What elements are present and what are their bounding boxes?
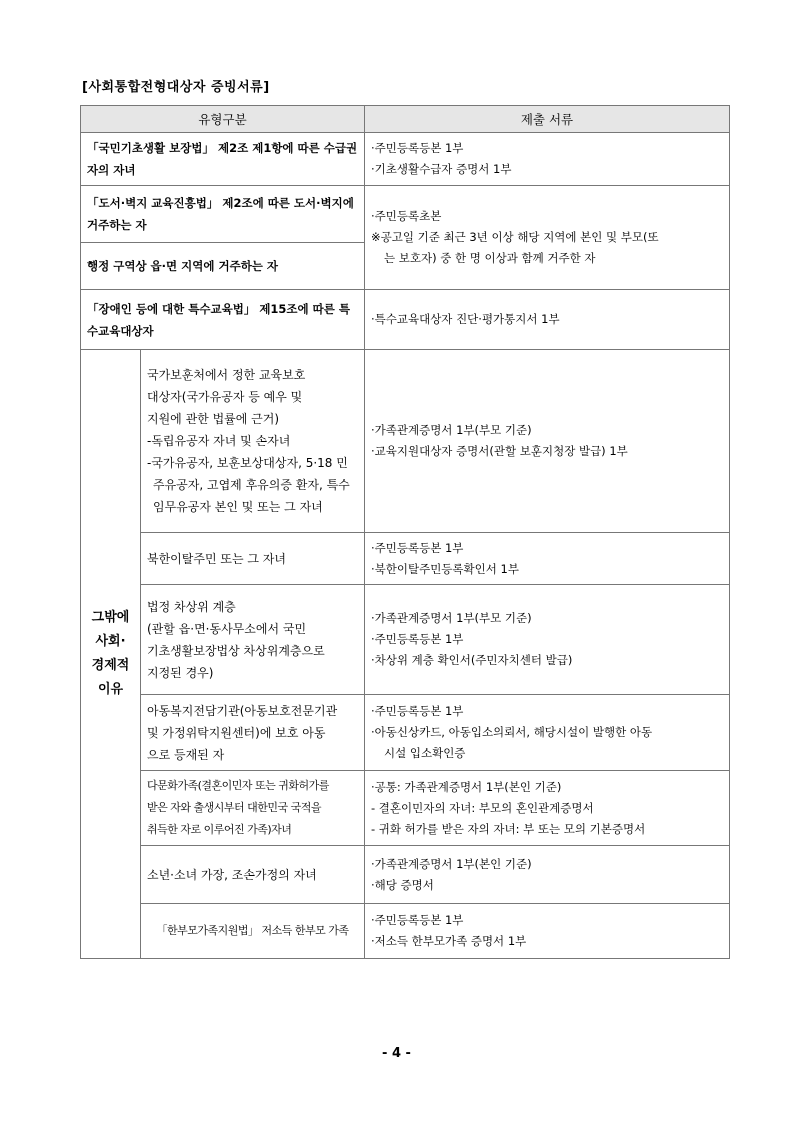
docs-cell bbox=[365, 904, 730, 959]
subcategory-cell bbox=[141, 350, 365, 533]
subcategory-line: 기초생활보장법상 차상위계층으로 bbox=[147, 643, 325, 658]
subcategory-cell bbox=[141, 695, 365, 771]
doc-item: ·주민등록등본 1부 bbox=[371, 632, 464, 646]
doc-item: ·기초생활수급자 증명서 1부 bbox=[371, 162, 512, 176]
table-header-row bbox=[81, 106, 730, 133]
group-label-cell bbox=[81, 350, 141, 959]
header-type: 유형구분 bbox=[81, 106, 365, 133]
subcategory-line: 으로 등재된 자 bbox=[147, 747, 225, 762]
table-row bbox=[81, 533, 730, 585]
subcategory-line: 법정 차상위 계층 bbox=[147, 599, 236, 614]
doc-item: ·가족관계증명서 1부(본인 기준) bbox=[371, 856, 532, 871]
document-title: [사회통합전형대상자 증빙서류] bbox=[82, 80, 270, 95]
doc-item: ·해당 증명서 bbox=[371, 877, 434, 892]
docs-cell bbox=[365, 533, 730, 585]
subcategory-line: 임무유공자 본인 및 또는 그 자녀 bbox=[153, 500, 323, 514]
doc-item: - 결혼이민자의 자녀: 부모의 혼인관계증명서 bbox=[371, 800, 594, 815]
subcategory-cell: 「한부모가족지원법」 저소득 한부모 가족 bbox=[141, 904, 365, 959]
table-row bbox=[81, 771, 730, 846]
doc-item: ·주민등록등본 1부 bbox=[371, 540, 464, 555]
docs-cell bbox=[365, 585, 730, 695]
doc-item: ·저소득 한부모가족 증명서 1부 bbox=[371, 934, 527, 948]
subcategory-line: 받은 자와 출생시부터 대한민국 국적을 bbox=[147, 801, 322, 814]
page-number: - 4 - bbox=[382, 1046, 411, 1061]
header-docs: 제출 서류 bbox=[365, 106, 730, 133]
doc-item: ·가족관계증명서 1부(부모 기준) bbox=[371, 423, 532, 437]
table-row bbox=[81, 133, 730, 186]
subcategory-line: 대상자(국가유공자 등 예우 및 bbox=[147, 390, 303, 404]
table-row bbox=[81, 695, 730, 771]
table-row bbox=[81, 350, 730, 533]
docs-cell bbox=[365, 350, 730, 533]
doc-note-cont: 는 보호자) 중 한 명 이상과 함께 거주한 자 bbox=[384, 251, 596, 265]
docs-cell bbox=[365, 290, 730, 350]
subcategory-line: 아동복지전담기관(아동보호전문기관 bbox=[147, 703, 338, 718]
docs-cell bbox=[365, 695, 730, 771]
group-label-line: 그밖에 bbox=[91, 610, 130, 625]
group-label-line: 이유 bbox=[97, 682, 124, 697]
category-cell: 행정 구역상 읍·면 지역에 거주하는 자 bbox=[81, 243, 365, 290]
group-label-line: 사회· bbox=[95, 634, 126, 649]
subcategory-line: -독립유공자 자녀 및 손자녀 bbox=[147, 434, 291, 448]
table-row bbox=[81, 846, 730, 904]
doc-item: ·북한이탈주민등록확인서 1부 bbox=[371, 561, 519, 576]
doc-item: ·주민등록초본 bbox=[371, 209, 442, 223]
doc-item: ·주민등록등본 1부 bbox=[371, 704, 464, 718]
doc-item: - 귀화 허가를 받은 자의 자녀: 부 또는 모의 기본증명서 bbox=[371, 821, 646, 836]
subcategory-line: 국가보훈처에서 정한 교육보호 bbox=[147, 368, 306, 382]
doc-item: ·차상위 계층 확인서(주민자치센터 발급) bbox=[371, 653, 573, 667]
doc-note: ※공고일 기준 최근 3년 이상 해당 지역에 본인 및 부모(또 bbox=[371, 230, 659, 244]
table-row bbox=[81, 585, 730, 695]
table-row bbox=[81, 186, 730, 243]
subcategory-line: (관할 읍·면·동사무소에서 국민 bbox=[147, 621, 307, 636]
group-label-line: 경제적 bbox=[91, 658, 130, 673]
subcategory-line: -국가유공자, 보훈보상대상자, 5·18 민 bbox=[147, 456, 348, 470]
subcategory-cell bbox=[141, 771, 365, 846]
doc-item: ·교육지원대상자 증명서(관할 보훈지청장 발급) 1부 bbox=[371, 444, 628, 458]
subcategory-line: 지정된 경우) bbox=[147, 665, 214, 680]
subcategory-cell: 북한이탈주민 또는 그 자녀 bbox=[141, 533, 365, 585]
doc-item: ·가족관계증명서 1부(부모 기준) bbox=[371, 611, 532, 625]
doc-item: ·공통: 가족관계증명서 1부(본인 기준) bbox=[371, 779, 562, 794]
docs-cell bbox=[365, 186, 730, 290]
doc-item: ·특수교육대상자 진단·평가통지서 1부 bbox=[371, 312, 560, 326]
category-cell: 「국민기초생활 보장법」 제2조 제1항에 따른 수급권자의 자녀 bbox=[81, 133, 365, 186]
docs-cell bbox=[365, 771, 730, 846]
table-row bbox=[81, 290, 730, 350]
subcategory-line: 및 가정위탁지원센터)에 보호 아동 bbox=[147, 725, 326, 740]
subcategory-line: 취득한 자로 이루어진 가족)자녀 bbox=[147, 823, 292, 836]
docs-cell bbox=[365, 133, 730, 186]
category-cell: 「장애인 등에 대한 특수교육법」 제15조에 따른 특수교육대상자 bbox=[81, 290, 365, 350]
subcategory-line: 주유공자, 고엽제 후유의증 환자, 특수 bbox=[153, 478, 350, 492]
docs-cell bbox=[365, 846, 730, 904]
doc-item: ·아동신상카드, 아동입소의뢰서, 해당시설이 발행한 아동 bbox=[371, 725, 653, 739]
subcategory-cell bbox=[141, 585, 365, 695]
category-cell: 「도서·벽지 교육진흥법」 제2조에 따른 도서·벽지에 거주하는 자 bbox=[81, 186, 365, 243]
subcategory-cell: 소년·소녀 가장, 조손가정의 자녀 bbox=[141, 846, 365, 904]
subcategory-line: 지원에 관한 법률에 근거) bbox=[147, 412, 280, 426]
doc-item: ·주민등록등본 1부 bbox=[371, 913, 464, 927]
doc-item-cont: 시설 입소확인증 bbox=[384, 746, 466, 760]
subcategory-line: 다문화가족(결혼이민자 또는 귀화허가를 bbox=[147, 779, 329, 792]
doc-item: ·주민등록등본 1부 bbox=[371, 141, 464, 155]
table-row bbox=[81, 904, 730, 959]
evidence-table bbox=[80, 105, 730, 959]
